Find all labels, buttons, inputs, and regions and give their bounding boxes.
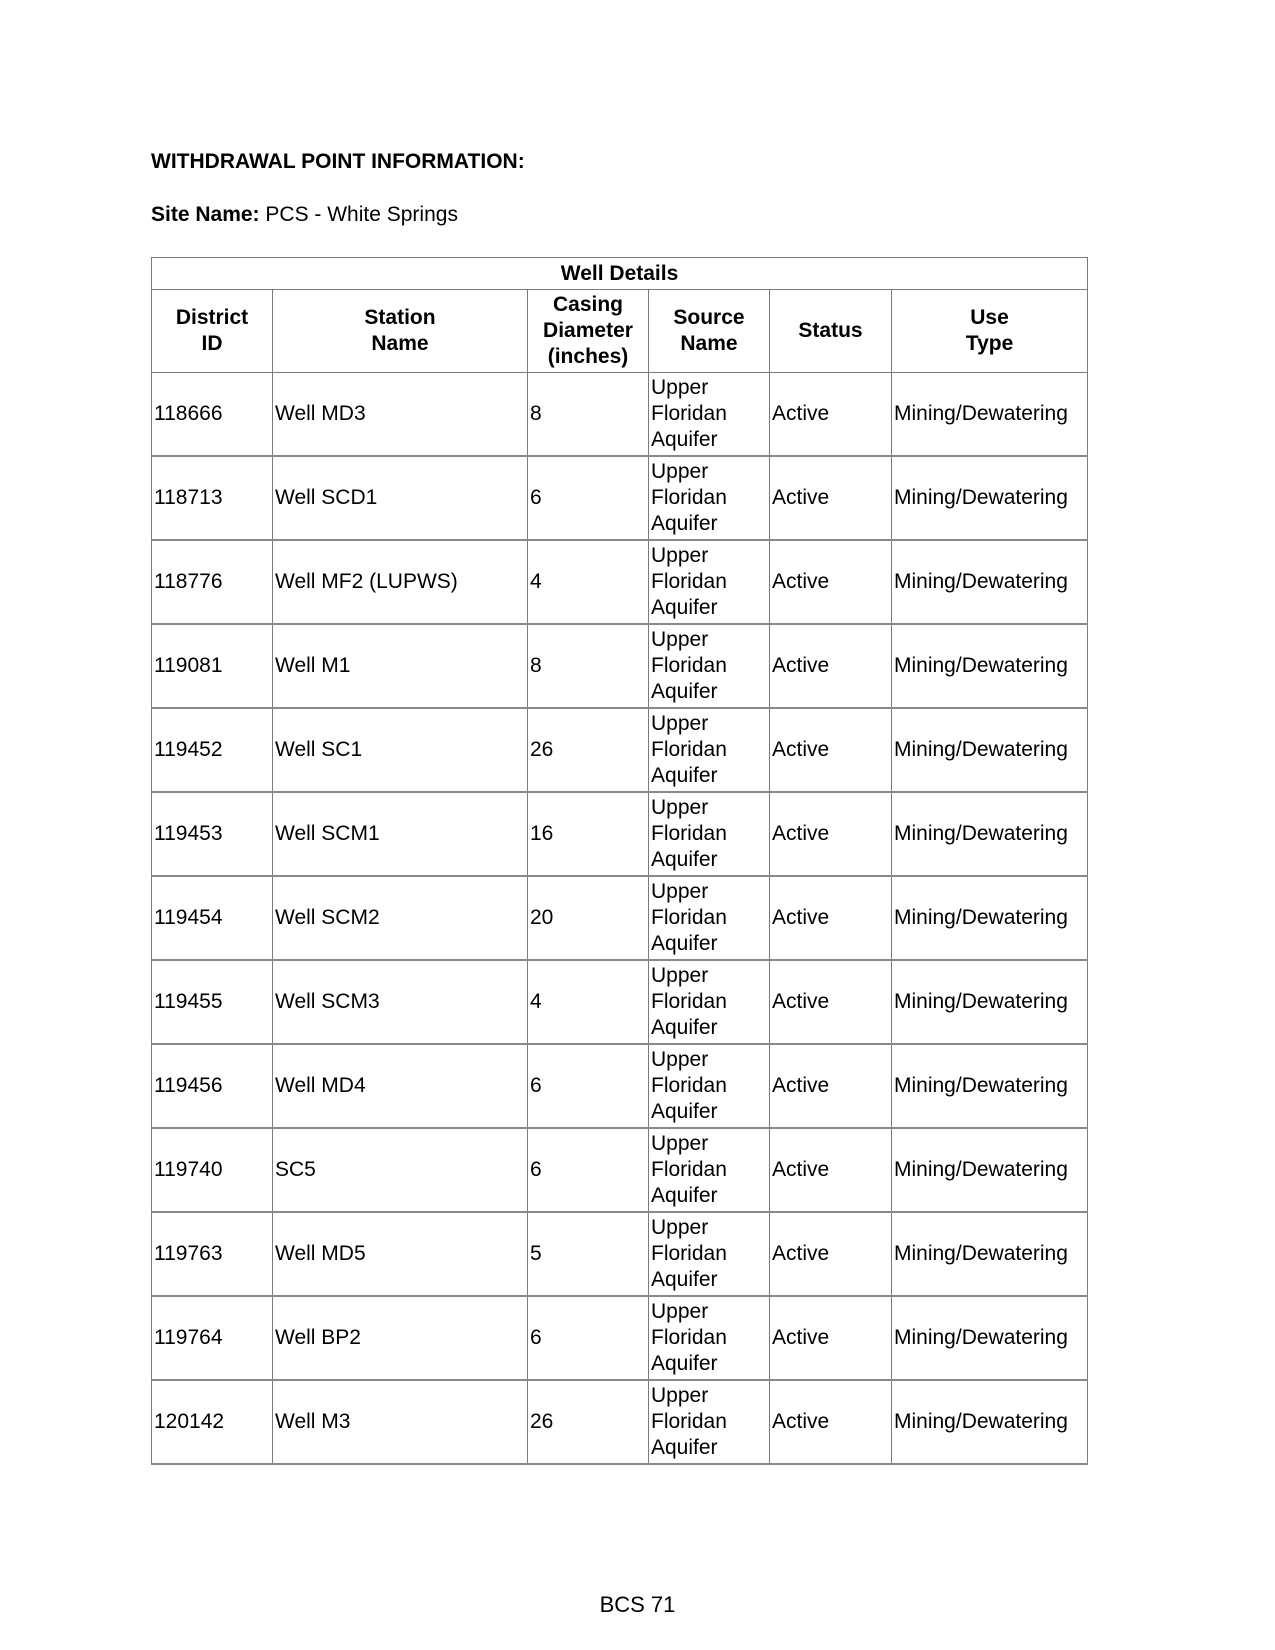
cell-line: Upper xyxy=(651,1384,709,1407)
cell-district-id: 119456 xyxy=(152,1044,273,1128)
cell-casing-diameter: 26 xyxy=(528,1380,649,1464)
cell-use-type: Mining/Dewatering xyxy=(892,1044,1088,1128)
cell-line: Aquifer xyxy=(651,512,718,535)
column-header-line: Station xyxy=(364,306,436,329)
cell-casing-diameter: 8 xyxy=(528,373,649,457)
column-header-line: Source xyxy=(673,306,745,329)
cell-line: Floridan xyxy=(651,1074,727,1097)
cell-station-name: Well MD5 xyxy=(273,1212,528,1296)
cell-station-name: Well SC1 xyxy=(273,708,528,792)
cell-district-id: 119454 xyxy=(152,876,273,960)
table-row xyxy=(152,624,1088,708)
cell-status: Active xyxy=(770,456,892,540)
cell-line: Floridan xyxy=(651,1410,727,1433)
table-body xyxy=(152,373,1088,1465)
cell-use-type: Mining/Dewatering xyxy=(892,373,1088,457)
cell-line: Floridan xyxy=(651,822,727,845)
cell-line: Aquifer xyxy=(651,932,718,955)
cell-line: Upper xyxy=(651,1048,709,1071)
column-header-line: ID xyxy=(201,332,223,355)
column-header-line: Diameter xyxy=(543,319,633,342)
column-header-line: Name xyxy=(371,332,429,355)
cell-line: Aquifer xyxy=(651,1268,718,1291)
cell-line: Floridan xyxy=(651,990,727,1013)
cell-status: Active xyxy=(770,708,892,792)
cell-line: Upper xyxy=(651,796,709,819)
cell-line: Floridan xyxy=(651,1326,727,1349)
cell-line: Aquifer xyxy=(651,1016,718,1039)
cell-casing-diameter: 5 xyxy=(528,1212,649,1296)
column-header-line: Use xyxy=(970,306,1009,329)
column-header-source-name xyxy=(649,290,770,373)
cell-line: Floridan xyxy=(651,570,727,593)
table-row xyxy=(152,792,1088,876)
column-header-line: Name xyxy=(680,332,738,355)
cell-source-name xyxy=(649,876,770,960)
table-row xyxy=(152,1380,1088,1464)
table-row xyxy=(152,1212,1088,1296)
cell-source-name xyxy=(649,456,770,540)
table-row xyxy=(152,540,1088,624)
cell-status: Active xyxy=(770,1128,892,1212)
cell-use-type: Mining/Dewatering xyxy=(892,456,1088,540)
cell-district-id: 118713 xyxy=(152,456,273,540)
cell-district-id: 119763 xyxy=(152,1212,273,1296)
site-name-label: Site Name: xyxy=(151,203,260,226)
cell-line: Upper xyxy=(651,880,709,903)
cell-use-type: Mining/Dewatering xyxy=(892,624,1088,708)
cell-source-name xyxy=(649,1212,770,1296)
cell-casing-diameter: 8 xyxy=(528,624,649,708)
cell-district-id: 119740 xyxy=(152,1128,273,1212)
section-heading: WITHDRAWAL POINT INFORMATION: xyxy=(151,150,525,173)
cell-casing-diameter: 16 xyxy=(528,792,649,876)
cell-casing-diameter: 4 xyxy=(528,960,649,1044)
cell-source-name xyxy=(649,960,770,1044)
cell-use-type: Mining/Dewatering xyxy=(892,960,1088,1044)
cell-station-name: Well SCM1 xyxy=(273,792,528,876)
cell-district-id: 119764 xyxy=(152,1296,273,1380)
cell-line: Upper xyxy=(651,376,709,399)
cell-line: Upper xyxy=(651,964,709,987)
cell-source-name xyxy=(649,1380,770,1464)
cell-station-name: SC5 xyxy=(273,1128,528,1212)
table-row xyxy=(152,1044,1088,1128)
cell-station-name: Well MF2 (LUPWS) xyxy=(273,540,528,624)
cell-source-name xyxy=(649,540,770,624)
table-row xyxy=(152,960,1088,1044)
cell-use-type: Mining/Dewatering xyxy=(892,1128,1088,1212)
table-caption: Well Details xyxy=(152,258,1088,290)
column-header-line: Status xyxy=(798,319,863,342)
cell-line: Upper xyxy=(651,1216,709,1239)
cell-source-name xyxy=(649,373,770,457)
cell-status: Active xyxy=(770,1212,892,1296)
cell-status: Active xyxy=(770,792,892,876)
column-header-casing-diameter xyxy=(528,290,649,373)
cell-district-id: 119453 xyxy=(152,792,273,876)
cell-station-name: Well MD4 xyxy=(273,1044,528,1128)
cell-casing-diameter: 4 xyxy=(528,540,649,624)
cell-line: Floridan xyxy=(651,738,727,761)
cell-line: Aquifer xyxy=(651,1100,718,1123)
cell-use-type: Mining/Dewatering xyxy=(892,708,1088,792)
cell-district-id: 119455 xyxy=(152,960,273,1044)
cell-casing-diameter: 20 xyxy=(528,876,649,960)
cell-district-id: 119452 xyxy=(152,708,273,792)
cell-line: Floridan xyxy=(651,402,727,425)
cell-status: Active xyxy=(770,876,892,960)
cell-source-name xyxy=(649,792,770,876)
cell-casing-diameter: 6 xyxy=(528,1296,649,1380)
cell-line: Aquifer xyxy=(651,1352,718,1375)
well-details-table xyxy=(151,257,1088,1465)
cell-line: Aquifer xyxy=(651,848,718,871)
cell-source-name xyxy=(649,1296,770,1380)
cell-status: Active xyxy=(770,373,892,457)
cell-line: Floridan xyxy=(651,906,727,929)
site-name-line xyxy=(151,203,458,227)
cell-status: Active xyxy=(770,1296,892,1380)
cell-line: Aquifer xyxy=(651,428,718,451)
column-header-line: (inches) xyxy=(547,345,629,368)
column-header-line: Casing xyxy=(552,293,623,316)
cell-line: Aquifer xyxy=(651,1436,718,1459)
cell-use-type: Mining/Dewatering xyxy=(892,1212,1088,1296)
column-header-district-id xyxy=(152,290,273,373)
table-row xyxy=(152,876,1088,960)
cell-district-id: 118776 xyxy=(152,540,273,624)
table-row xyxy=(152,1296,1088,1380)
cell-casing-diameter: 6 xyxy=(528,1128,649,1212)
cell-line: Floridan xyxy=(651,486,727,509)
cell-station-name: Well M3 xyxy=(273,1380,528,1464)
column-header-line: Type xyxy=(965,332,1014,355)
column-header-status xyxy=(770,290,892,373)
cell-district-id: 119081 xyxy=(152,624,273,708)
cell-source-name xyxy=(649,1128,770,1212)
cell-station-name: Well BP2 xyxy=(273,1296,528,1380)
cell-line: Upper xyxy=(651,628,709,651)
cell-line: Aquifer xyxy=(651,1184,718,1207)
cell-status: Active xyxy=(770,1380,892,1464)
column-header-line: District xyxy=(175,306,249,329)
cell-line: Aquifer xyxy=(651,680,718,703)
cell-line: Upper xyxy=(651,1132,709,1155)
table-row xyxy=(152,456,1088,540)
cell-station-name: Well SCM2 xyxy=(273,876,528,960)
cell-status: Active xyxy=(770,960,892,1044)
cell-line: Floridan xyxy=(651,1158,727,1181)
cell-line: Upper xyxy=(651,712,709,735)
column-header-use-type xyxy=(892,290,1088,373)
cell-station-name: Well SCM3 xyxy=(273,960,528,1044)
cell-source-name xyxy=(649,708,770,792)
cell-station-name: Well MD3 xyxy=(273,373,528,457)
cell-use-type: Mining/Dewatering xyxy=(892,1296,1088,1380)
cell-use-type: Mining/Dewatering xyxy=(892,1380,1088,1464)
cell-station-name: Well SCD1 xyxy=(273,456,528,540)
cell-use-type: Mining/Dewatering xyxy=(892,792,1088,876)
column-header-station-name xyxy=(273,290,528,373)
cell-district-id: 120142 xyxy=(152,1380,273,1464)
page-number: BCS 71 xyxy=(599,1592,676,1617)
cell-line: Upper xyxy=(651,460,709,483)
cell-line: Aquifer xyxy=(651,596,718,619)
cell-line: Floridan xyxy=(651,1242,727,1265)
cell-use-type: Mining/Dewatering xyxy=(892,540,1088,624)
cell-status: Active xyxy=(770,1044,892,1128)
cell-casing-diameter: 6 xyxy=(528,456,649,540)
cell-status: Active xyxy=(770,540,892,624)
cell-casing-diameter: 26 xyxy=(528,708,649,792)
table-row xyxy=(152,1128,1088,1212)
cell-station-name: Well M1 xyxy=(273,624,528,708)
column-header-row xyxy=(152,290,1088,373)
cell-use-type: Mining/Dewatering xyxy=(892,876,1088,960)
site-name-value: PCS - White Springs xyxy=(265,203,458,226)
table-row xyxy=(152,373,1088,457)
cell-line: Upper xyxy=(651,1300,709,1323)
cell-line: Aquifer xyxy=(651,764,718,787)
cell-casing-diameter: 6 xyxy=(528,1044,649,1128)
cell-district-id: 118666 xyxy=(152,373,273,457)
cell-source-name xyxy=(649,624,770,708)
cell-source-name xyxy=(649,1044,770,1128)
cell-status: Active xyxy=(770,624,892,708)
table-caption-row xyxy=(152,258,1088,290)
cell-line: Floridan xyxy=(651,654,727,677)
table-row xyxy=(152,708,1088,792)
cell-line: Upper xyxy=(651,544,709,567)
